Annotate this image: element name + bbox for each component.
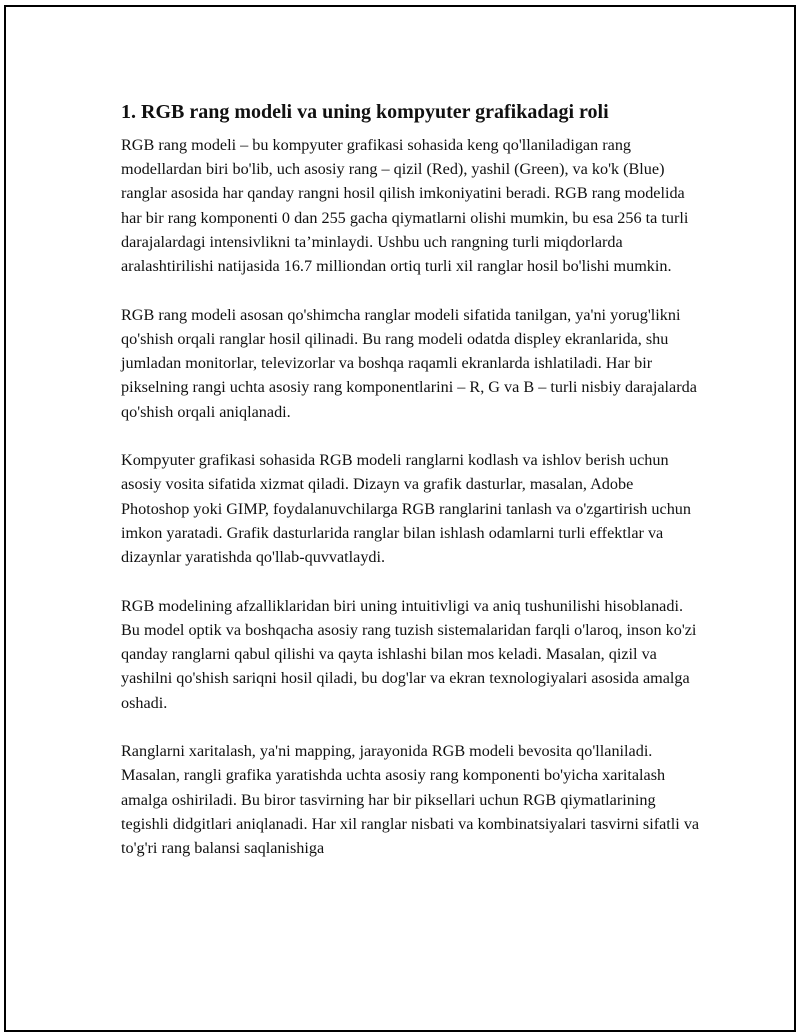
paragraph-2: RGB rang modeli asosan qo'shimcha ranglar modeli sifatida tanilgan, ya'ni yorug'likni qo'shish orqali ranglar hosil qilinadi. Bu rang modeli odatda displey ekranlarida, shu jumladan monitorlar, televizorlar va boshqa raqamli ekranlarda ishlatiladi. Har bir pikselning rangi uchta asosiy rang komponentlarini – R, G va B – turli nisbiy darajalarda qo'shish orqali aniqlanadi. bbox=[121, 305, 697, 421]
paragraph-4: RGB modelining afzalliklaridan biri uning intuitivligi va aniq tushunilishi hisoblanadi. Bu model optik va boshqacha asosiy rang tuzish sistemalaridan farqli o'laroq, inson ko'zi qanday ranglarni qabul qilishi va qayta ishlashi bilan mos keladi. Masalan, qizil va yashilni qo'shish sariqni hosil qiladi, bu dog'lar va ekran texnologiyalari asosida amalga oshadi. bbox=[121, 596, 697, 712]
paragraph-3: Kompyuter grafikasi sohasida RGB modeli ranglarni kodlash va ishlov berish uchun asosiy vosita sifatida xizmat qiladi. Dizayn va grafik dasturlar, masalan, Adobe Photoshop yoki GIMP, foydalanuvchilarga RGB ranglarini tanlash va o'zgartirish uchun imkon yaratadi. Grafik dasturlarida ranglar bilan ishlash odamlarni turli effektlar va dizaynlar yaratishda qo'llab-quvvatlaydi. bbox=[121, 451, 691, 567]
paragraph-5: Ranglarni xaritalash, ya'ni mapping, jarayonida RGB modeli bevosita qo'llaniladi. Masalan, rangli grafika yaratishda uchta asosiy rang komponenti bo'yicha xaritalash amalga oshiriladi. Bu biror tasvirning har bir piksellari uchun RGB qiymatlarining tegishli didgitlari aniqlanadi. Har xil ranglar nisbati va kombinatsiyalari tasvirni sifatli va to'g'ri rang balansi saqlanishiga bbox=[121, 742, 700, 858]
paragraph-1: RGB rang modeli – bu kompyuter grafikasi sohasida keng qo'llaniladigan rang modellardan biri bo'lib, uch asosiy rang – qizil (Red), yashil (Green), va ko'k (Blue) ranglar asosida har qanday rangni hosil qilish imkoniyatini beradi. RGB rang modelida har bir rang komponenti 0 dan 255 gacha qiymatlarni olishi mumkin, bu esa 256 ta turli darajalardagi intensivlikni ta’minlaydi. Ushbu uch rangning turli miqdorlarda aralashtirilishi natijasida 16.7 milliondan ortiq turli xil ranglar hosil bo'lishi mumkin. bbox=[121, 136, 689, 276]
section-heading: 1. RGB rang modeli va uning kompyuter grafikadagi roli bbox=[121, 101, 609, 123]
page-frame bbox=[4, 5, 796, 1032]
document-body bbox=[121, 99, 701, 860]
